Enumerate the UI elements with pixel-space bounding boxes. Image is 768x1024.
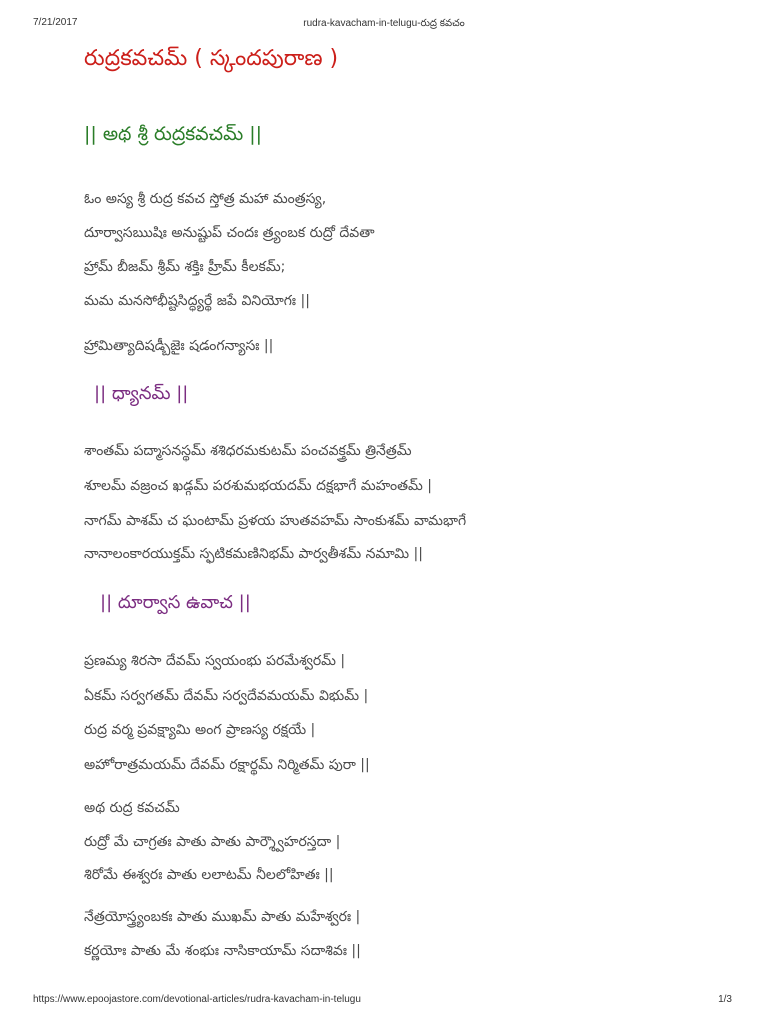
- heading-durvasa-uvacha: || దూర్వాస ఉవాచ ||: [100, 592, 251, 613]
- viniyoga-line: ఓం అస్య శ్రీ రుద్ర కవచ స్తోత్ర మహా మంత్రస్య,: [84, 191, 327, 207]
- nyasa-line: హ్రామిత్యాదిషడ్బీజైః షడంగన్యాసః ||: [84, 338, 274, 354]
- dhyanam-line: శాంతమ్ పద్మాసనస్థమ్ శశిధరమకుటమ్ పంచవక్త్రమ్ త్రినేత్రమ్: [84, 443, 412, 459]
- dhyanam-line: నాగమ్ పాశమ్ చ ఘంటామ్ ప్రళయ హుతవహమ్ సాంకుశమ్ వామభాగే: [84, 513, 467, 529]
- print-page-title: rudra-kavacham-in-telugu-రుద్ర కవచం: [303, 18, 465, 29]
- dhyanam-line: శూలమ్ వజ్రంచ ఖడ్గమ్ పరశుమభయదమ్ దక్షభాగే మహంతమ్ |: [84, 478, 432, 494]
- durvasa-line: అహోరాత్రమయమ్ దేవమ్ రక్షార్థమ్ నిర్మితమ్ పురా ||: [84, 757, 370, 773]
- kavacham-line: రుద్రో మే చాగ్రతః పాతు పాతు పార్శ్వౌహరస్తదా |: [84, 834, 341, 850]
- page-number: 1/3: [718, 994, 732, 1005]
- heading-dhyanam: || ధ్యానమ్ ||: [94, 383, 189, 404]
- kavacham-line: కర్ణయోః పాతు మే శంభుః నాసికాయామ్ సదాశివః ||: [84, 943, 361, 959]
- durvasa-line: ప్రణమ్య శిరసా దేవమ్ స్వయంభు పరమేశ్వరమ్ |: [84, 653, 346, 669]
- source-url: https://www.epoojastore.com/devotional-articles/rudra-kavacham-in-telugu: [33, 994, 361, 1005]
- print-date: 7/21/2017: [33, 17, 78, 28]
- durvasa-line: ఏకమ్ సర్వగతమ్ దేవమ్ సర్వదేవమయమ్ విభుమ్ |: [84, 688, 369, 704]
- viniyoga-line: హ్రామ్ బీజమ్ శ్రీమ్ శక్తిః హ్రీమ్ కీలకమ్;: [84, 259, 286, 275]
- heading-atha-sri-rudrakavacham: || అథ శ్రీ రుద్రకవచమ్ ||: [84, 123, 263, 145]
- kavacham-title: అథ రుద్ర కవచమ్: [84, 800, 180, 816]
- kavacham-line: నేత్రయోస్త్ర్యంబకః పాతు ముఖమ్ పాతు మహేశ్వరః |: [84, 909, 361, 925]
- viniyoga-line: దూర్వాసఋషిః అనుష్టుప్ చందః త్ర్యంబక రుద్రో దేవతా: [84, 225, 375, 241]
- viniyoga-line: మమ మనసోభీష్టసిద్ధ్యర్థే జపే వినియోగః ||: [84, 293, 310, 309]
- document-title: రుద్రకవచమ్ ( స్కందపురాణ ): [84, 46, 339, 71]
- kavacham-line: శిరోమే ఈశ్వరః పాతు లలాటమ్ నీలలోహితః ||: [84, 867, 334, 883]
- dhyanam-line: నానాలంకారయుక్తమ్ స్ఫటికమణినిభమ్ పార్వతీశమ్ నమామి ||: [84, 546, 423, 562]
- durvasa-line: రుద్ర వర్మ ప్రవక్ష్యామి అంగ ప్రాణస్య రక్షయే |: [84, 722, 316, 738]
